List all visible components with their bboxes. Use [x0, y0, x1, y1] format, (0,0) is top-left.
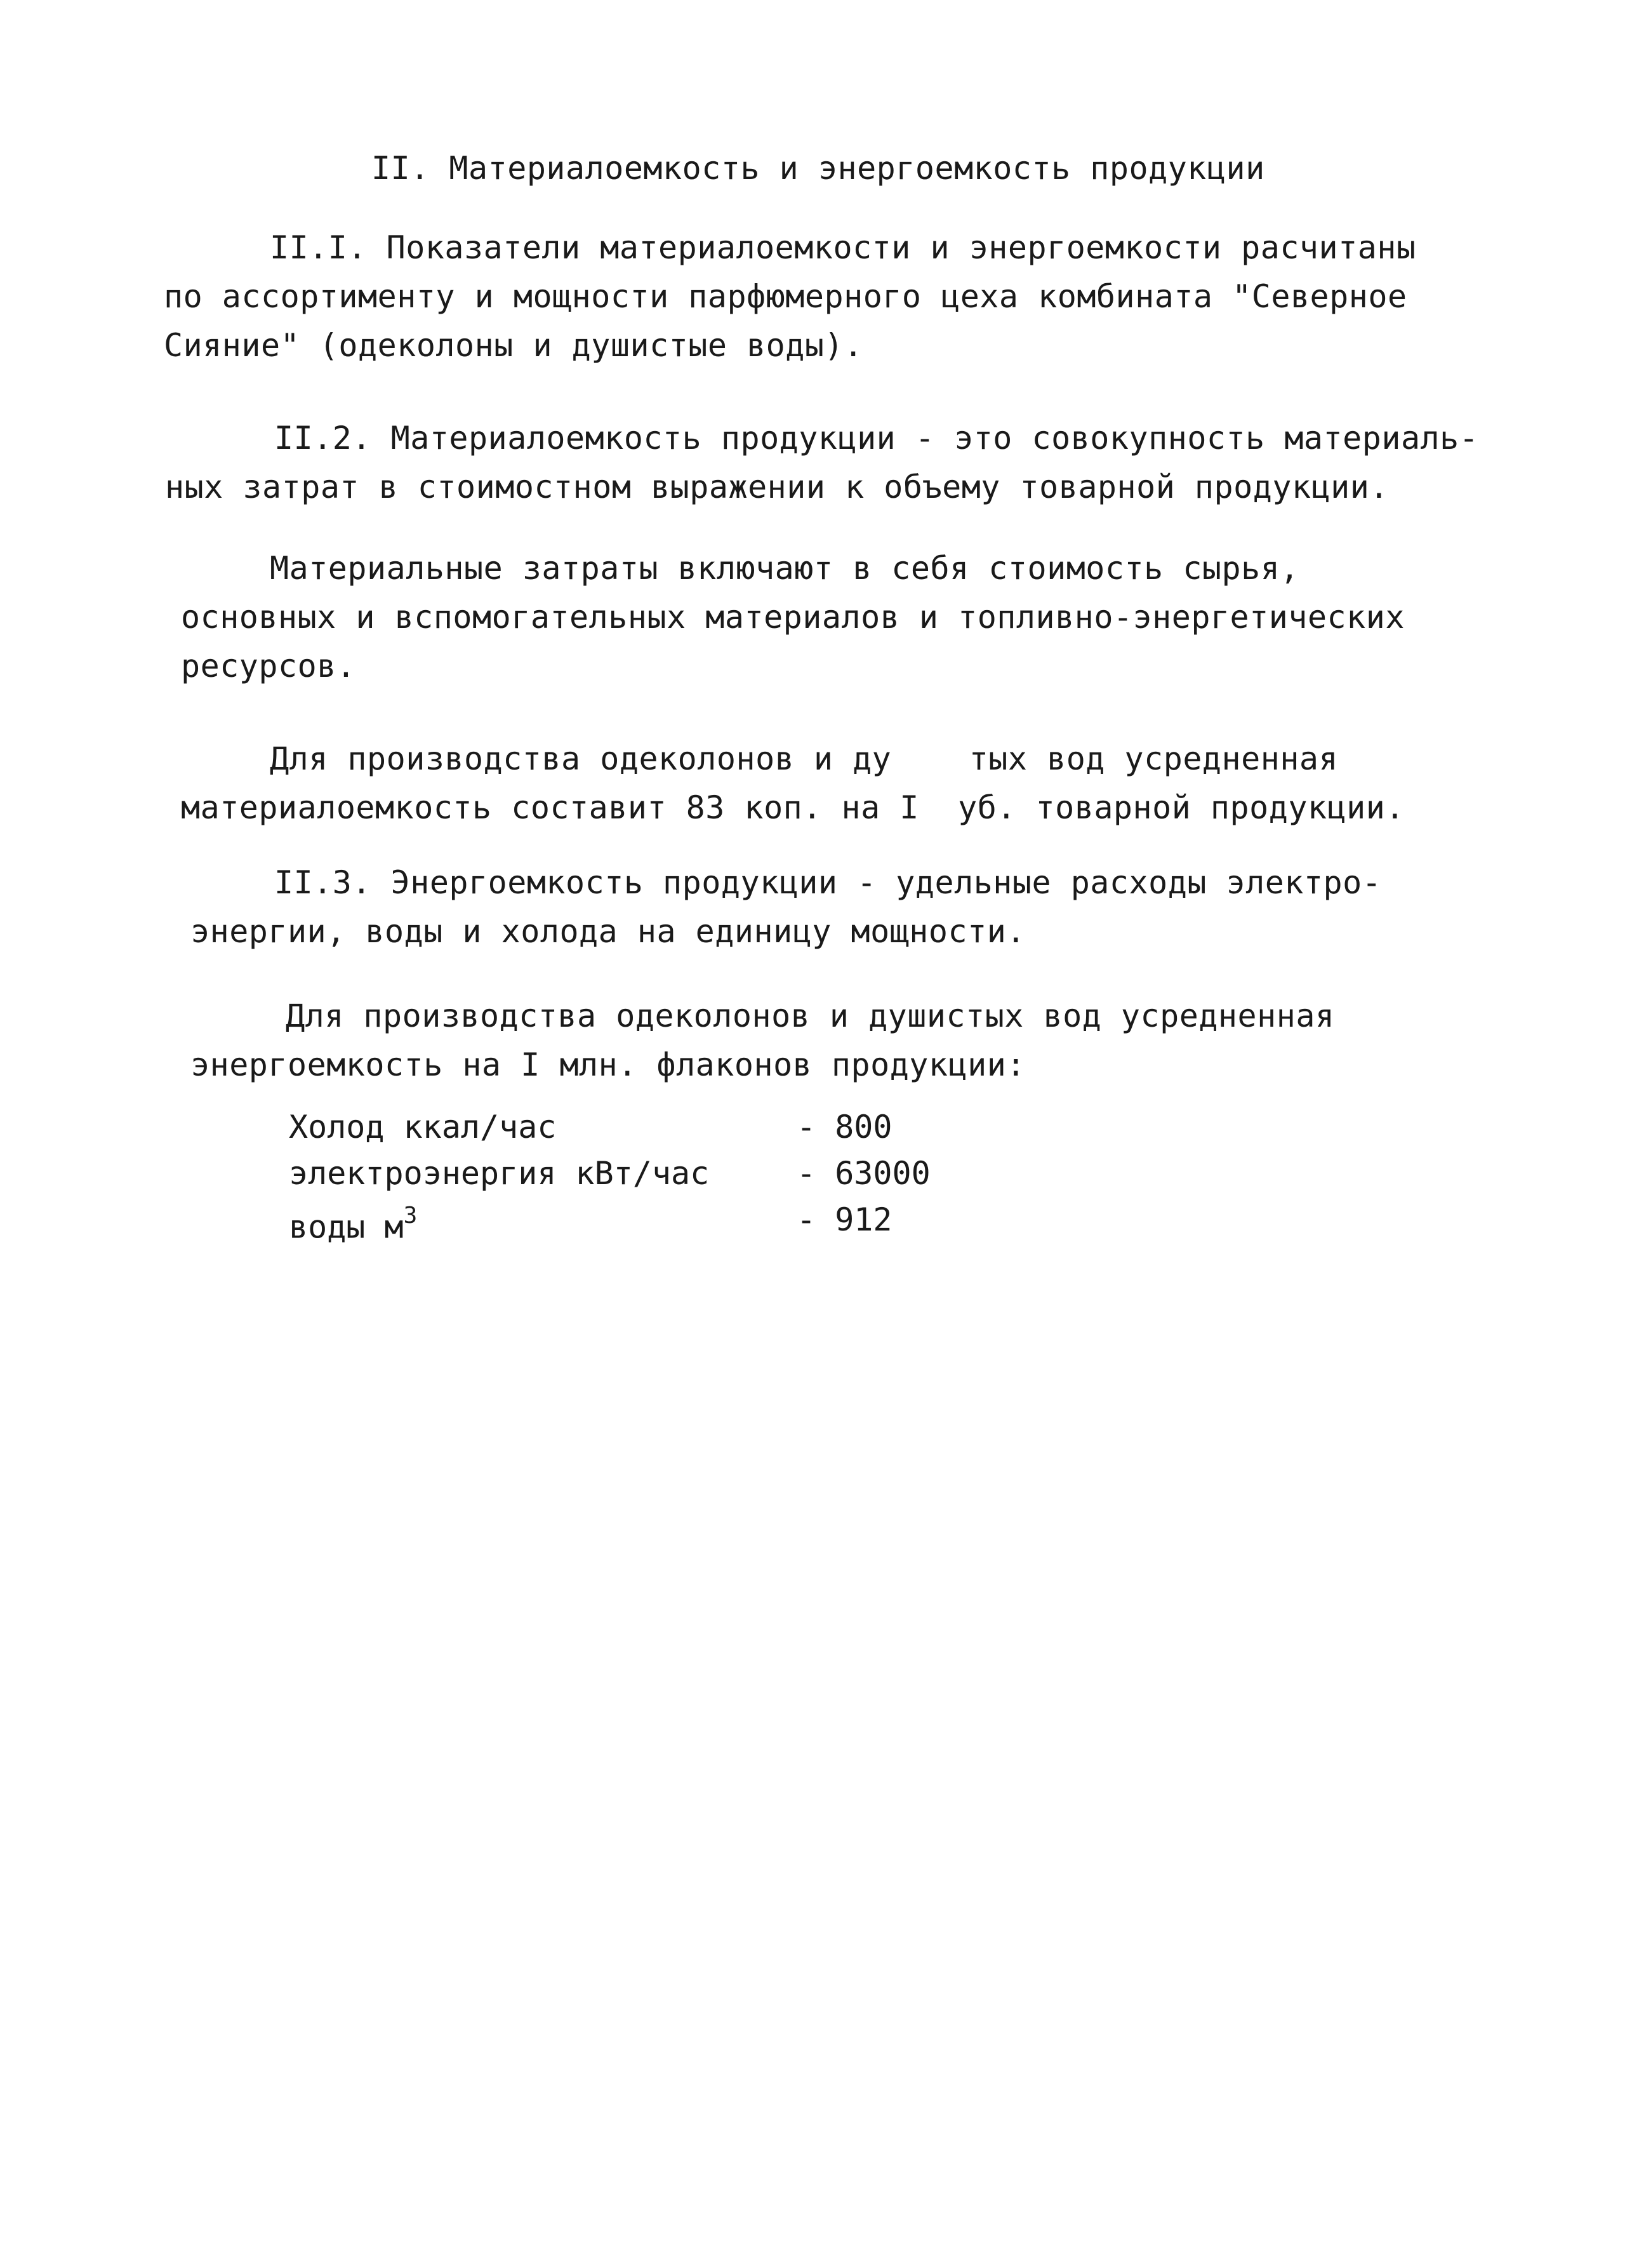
- energy-row-label-text: воды м: [289, 1208, 404, 1246]
- energy-row-value: - 800: [797, 1109, 892, 1145]
- energy-row-label: Холод ккал/час: [289, 1109, 557, 1145]
- energy-row-label: [289, 1201, 417, 1246]
- unit-superscript: 3: [403, 1203, 418, 1229]
- paragraph-line: основных и вспомогательных материалов и топливно-энергетических: [181, 599, 1405, 636]
- paragraph-line: по ассортименту и мощности парфюмерного цеха комбината "Северное: [164, 278, 1407, 315]
- paragraph-line: материалоемкость составит 83 коп. на I уб. товарной продукции.: [181, 789, 1405, 826]
- paragraph-line: Для производства одеколонов и душистых вод усредненная: [286, 997, 1335, 1034]
- paragraph-line: ных затрат в стоимостном выражении к объему товарной продукции.: [165, 469, 1389, 505]
- paragraph-line: Для производства одеколонов и ду тых вод усредненная: [270, 740, 1339, 777]
- energy-row-value: - 912: [797, 1201, 892, 1238]
- section-heading: II. Материалоемкость и энергоемкость продукции: [371, 150, 1265, 187]
- paragraph-line: II.2. Материалоемкость продукции - это совокупность материаль-: [274, 420, 1479, 457]
- paragraph-line: Материальные затраты включают в себя стоимость сырья,: [270, 550, 1299, 587]
- paragraph-line: энергии, воды и холода на единицу мощности.: [190, 913, 1026, 950]
- paragraph-line: Сияние" (одеколоны и душистые воды).: [164, 327, 863, 364]
- paragraph-line: энергоемкость на I млн. флаконов продукции:: [190, 1046, 1026, 1083]
- paragraph-line: ресурсов.: [181, 648, 356, 684]
- paragraph-line: II.3. Энергоемкость продукции - удельные расходы электро-: [274, 864, 1382, 901]
- energy-row-label: электроэнергия кВт/час: [289, 1155, 710, 1192]
- energy-row-value: - 63000: [797, 1155, 931, 1192]
- paragraph-line: II.I. Показатели материалоемкости и энергоемкости расчитаны: [270, 229, 1416, 266]
